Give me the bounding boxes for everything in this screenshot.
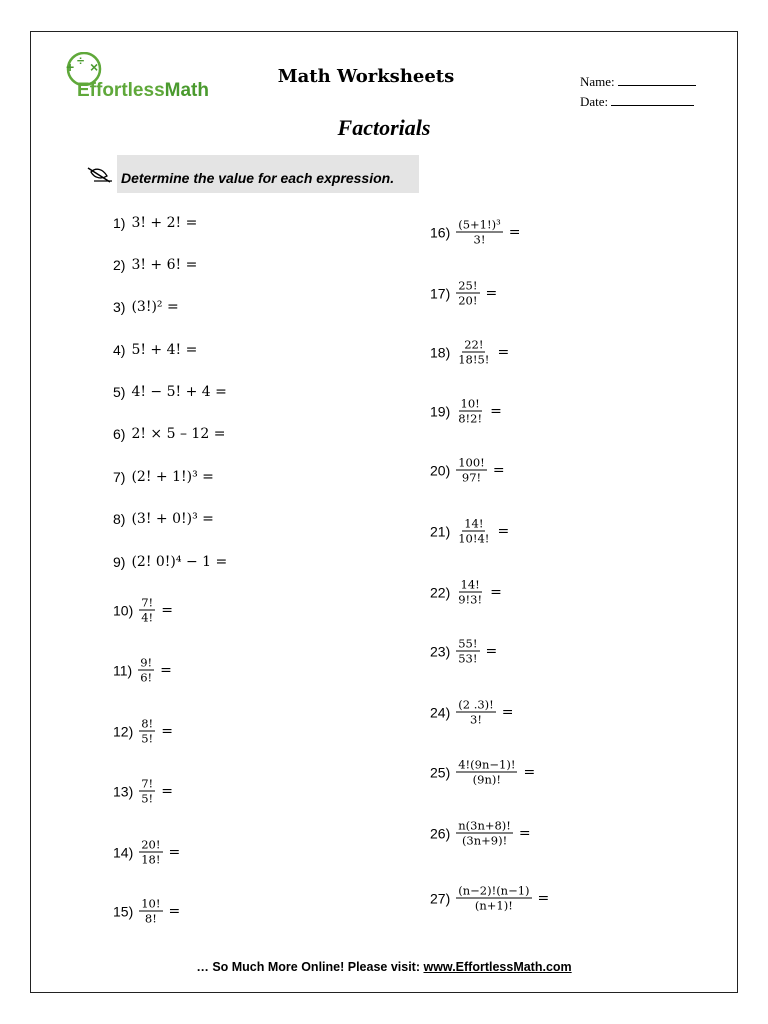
fraction [456,218,502,247]
fraction [139,596,155,625]
equals-sign: = [485,285,498,301]
problem-left-15 [113,897,180,926]
problem-number: 21) [430,523,451,539]
problem-number: 16) [430,224,451,240]
fraction-denominator: 5! [141,791,154,806]
fraction-denominator: 18! [141,852,161,867]
problem-right-6 [430,517,509,546]
problem-number: 24) [430,704,451,720]
problem-number: 10) [113,602,134,618]
problem-left-8 [113,511,214,527]
fraction-numerator: 55! [458,636,478,651]
problem-expression: 3! + 2! = [131,215,198,231]
fraction [456,758,517,787]
equals-sign: = [537,890,550,906]
problem-right-3 [430,338,509,367]
footer [0,960,768,974]
fraction-denominator: 8! [144,911,157,926]
problem-number: 1) [113,215,126,231]
problem-number: 17) [430,285,451,301]
equals-sign: = [523,764,536,780]
svg-text:÷: ÷ [77,53,85,68]
fraction-denominator: 8!2! [458,411,483,426]
date-blank[interactable] [611,95,694,106]
problem-left-1 [113,215,197,231]
problem-number: 9) [113,554,126,570]
problem-number: 8) [113,511,126,527]
fraction-denominator: 20! [458,293,478,308]
fraction-numerator: 7! [141,595,154,610]
logo-text-effortless: Effortless [77,80,165,101]
equals-sign: = [485,643,498,659]
fraction [139,777,155,806]
problem-right-11 [430,819,531,848]
problem-number: 22) [430,584,451,600]
equals-sign: = [161,723,173,739]
equals-sign: = [497,523,510,539]
footer-link[interactable]: www.EffortlessMath.com [423,960,572,974]
problem-number: 15) [113,903,134,919]
problem-number: 25) [430,764,451,780]
fraction-numerator: 8! [141,716,154,731]
fraction [456,698,496,727]
problem-left-3 [113,299,179,315]
problem-number: 4) [113,342,126,358]
problem-number: 5) [113,384,126,400]
fraction-denominator: (3n+9)! [461,833,508,848]
fraction-denominator: 4! [141,610,154,625]
fraction-denominator: 3! [473,232,486,247]
fraction-denominator: (n+1)! [474,898,513,913]
problem-expression: (2! 0!)⁴ − 1 = [131,554,228,570]
problem-left-11 [113,656,172,685]
equals-sign: = [508,224,521,240]
fraction [456,397,484,426]
problem-expression: (3! + 0!)³ = [131,511,214,527]
name-label: Name: [580,74,615,89]
date-label: Date: [580,94,609,109]
problem-left-10 [113,596,173,625]
header-title: Math Worksheets [277,66,455,87]
problem-expression: 2! × 5 – 12 = [131,426,226,442]
problem-number: 11) [113,662,133,678]
fraction-denominator: (9n)! [472,772,501,787]
equals-sign: = [492,462,505,478]
equals-sign: = [168,903,181,919]
fraction-numerator: 10! [460,396,480,411]
fraction-denominator: 9!3! [458,592,483,607]
fraction [456,884,531,913]
equals-sign: = [168,844,181,860]
fraction [456,279,479,308]
fraction-numerator: (2 .3)! [458,697,494,712]
fraction [456,338,491,367]
problem-left-2 [113,257,197,273]
problem-number: 7) [113,469,126,485]
problem-left-7 [113,469,214,485]
problem-number: 6) [113,426,126,442]
problem-left-12 [113,717,173,746]
fraction-numerator: (5+1!)³ [458,217,501,232]
problem-right-12 [430,884,549,913]
fraction-denominator: 3! [470,712,482,727]
fraction-numerator: 4!(9n−1)! [458,757,516,772]
equals-sign: = [497,344,510,360]
fraction-numerator: 100! [458,455,485,470]
equals-sign: = [161,602,173,618]
problem-number: 27) [430,890,451,906]
footer-text: … So Much More Online! Please visit: [196,960,424,974]
problem-right-1 [430,218,520,247]
problem-right-9 [430,698,514,727]
fraction-denominator: 18!5! [458,352,490,367]
fraction [456,578,484,607]
fraction-numerator: 10! [141,896,161,911]
problem-number: 2) [113,257,126,273]
problem-number: 23) [430,643,451,659]
name-date-block [580,72,696,112]
problem-expression: 4! − 5! + 4 = [131,384,227,400]
name-blank[interactable] [618,75,696,86]
equals-sign: = [490,403,502,419]
problem-left-14 [113,838,180,867]
problem-number: 13) [113,783,134,799]
problem-number: 20) [430,462,451,478]
problem-expression: (2! + 1!)³ = [131,469,214,485]
fraction-numerator: 14! [460,577,480,592]
fraction [139,897,162,926]
problem-right-8 [430,637,497,666]
problem-left-9 [113,554,227,570]
problem-left-5 [113,384,227,400]
fraction-numerator: 9! [140,655,153,670]
fraction-numerator: n(3n+8)! [458,818,511,833]
problem-number: 3) [113,299,126,315]
fraction-denominator: 53! [458,651,478,666]
fraction [456,517,491,546]
equals-sign: = [518,825,531,841]
date-line [580,92,696,112]
name-line [580,72,696,92]
equals-sign: = [501,704,514,720]
problem-left-6 [113,426,225,442]
fraction-denominator: 97! [461,470,482,485]
fraction-numerator: (n−2)!(n−1) [458,883,530,898]
problem-number: 14) [113,844,134,860]
fraction-denominator: 5! [141,731,154,746]
fraction-numerator: 22! [464,337,484,352]
problem-left-13 [113,777,173,806]
fraction [139,717,155,746]
problem-expression: 5! + 4! = [131,342,198,358]
fraction [456,456,487,485]
fraction-numerator: 7! [141,776,154,791]
logo-text-math: Math [164,80,209,101]
fraction-numerator: 25! [458,278,478,293]
equals-sign: = [490,584,502,600]
pencil-icon [86,164,114,186]
svg-text:+: + [66,59,75,75]
fraction [456,819,513,848]
problem-left-4 [113,342,197,358]
problem-number: 12) [113,723,134,739]
equals-sign: = [160,662,172,678]
svg-text:×: × [90,59,99,75]
problem-right-5 [430,456,505,485]
problem-right-10 [430,758,535,787]
problem-expression: 3! + 6! = [131,257,198,273]
fraction-denominator: 6! [140,670,153,685]
problem-number: 19) [430,403,451,419]
fraction-numerator: 14! [464,516,484,531]
equals-sign: = [161,783,173,799]
fraction-denominator: 10!4! [458,531,490,546]
problem-right-4 [430,397,502,426]
problem-right-7 [430,578,502,607]
fraction [456,637,479,666]
worksheet-title: Factorials [337,115,431,140]
problem-expression: (3!)² = [131,299,179,315]
problem-number: 26) [430,825,451,841]
fraction [138,656,154,685]
instruction-text: Determine the value for each expression. [121,170,395,186]
fraction [139,838,162,867]
fraction-numerator: 20! [141,837,161,852]
problem-right-2 [430,279,497,308]
problem-number: 18) [430,344,451,360]
